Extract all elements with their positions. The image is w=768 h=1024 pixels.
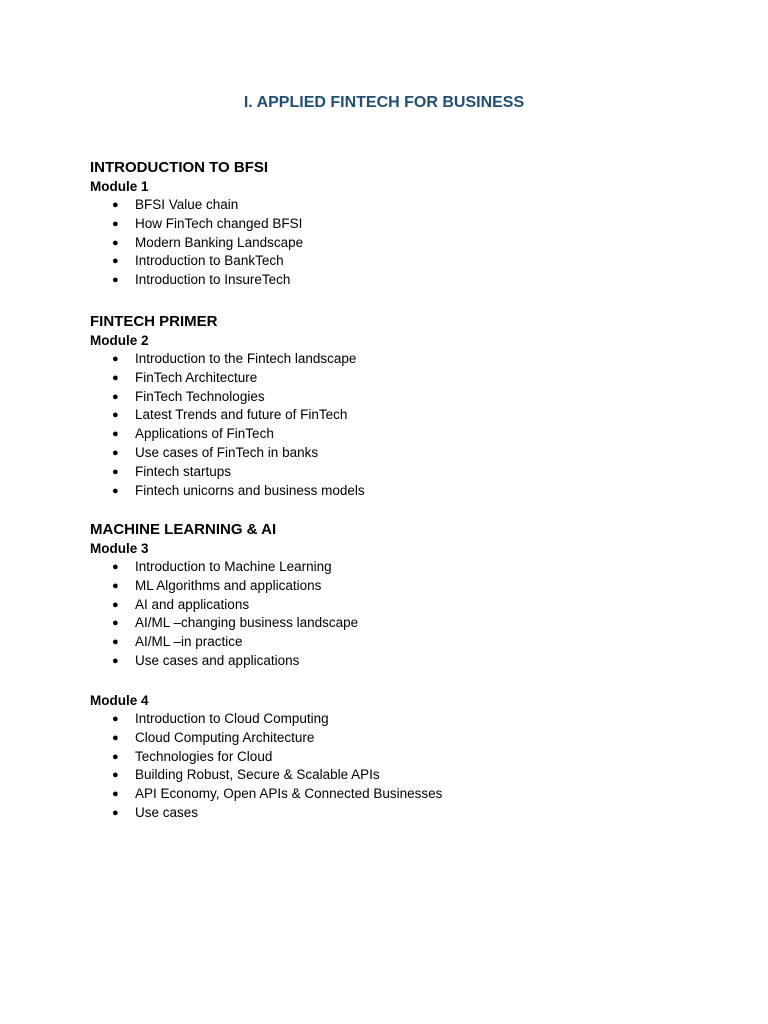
list-item-text: ML Algorithms and applications bbox=[135, 577, 322, 593]
list-item bbox=[90, 482, 690, 501]
list-item bbox=[90, 766, 690, 785]
list-item bbox=[90, 234, 690, 253]
list-item bbox=[90, 710, 690, 729]
section-heading: MACHINE LEARNING & AI bbox=[90, 521, 277, 538]
bullet-icon: ● bbox=[112, 579, 119, 592]
page-title: I. APPLIED FINTECH FOR BUSINESS bbox=[243, 94, 525, 111]
list-item-text: FinTech Technologies bbox=[135, 388, 265, 404]
list-item-text: Building Robust, Secure & Scalable APIs bbox=[135, 767, 380, 783]
bullet-icon: ● bbox=[112, 731, 119, 744]
module-label: Module 3 bbox=[90, 541, 149, 556]
module-label: Module 1 bbox=[90, 179, 149, 194]
list-item bbox=[90, 614, 690, 633]
section-heading: FINTECH PRIMER bbox=[90, 313, 218, 330]
list-item-text: Fintech startups bbox=[135, 463, 232, 479]
section-fintech-primer bbox=[90, 312, 690, 500]
list-item-text: API Economy, Open APIs & Connected Businesses bbox=[135, 786, 443, 802]
bullet-icon: ● bbox=[112, 428, 119, 441]
list-item-text: Fintech unicorns and business models bbox=[135, 482, 365, 498]
bullet-icon: ● bbox=[112, 446, 119, 459]
list-item-text: BFSI Value chain bbox=[135, 197, 239, 212]
bullet-icon: ● bbox=[112, 654, 119, 667]
bullet-icon: ● bbox=[112, 750, 119, 763]
bullet-icon: ● bbox=[112, 390, 119, 403]
bullet-icon: ● bbox=[112, 561, 119, 573]
list-item-text: How FinTech changed BFSI bbox=[135, 215, 303, 231]
bullet-icon: ● bbox=[112, 636, 119, 649]
list-item-text: Use cases of FinTech in banks bbox=[135, 444, 319, 460]
bullet-icon: ● bbox=[112, 371, 119, 384]
list-item bbox=[90, 388, 690, 407]
bullet-icon: ● bbox=[112, 769, 119, 782]
section-module-4 bbox=[90, 692, 690, 823]
bullet-icon: ● bbox=[112, 713, 119, 725]
list-item bbox=[90, 196, 690, 215]
list-item-text: Introduction to InsureTech bbox=[135, 272, 291, 288]
topic-list bbox=[90, 196, 690, 290]
bullet-icon: ● bbox=[112, 255, 119, 268]
list-item-text: Latest Trends and future of FinTech bbox=[135, 407, 348, 423]
bullet-icon: ● bbox=[112, 617, 119, 630]
list-item-text: Applications of FinTech bbox=[135, 426, 274, 442]
list-item bbox=[90, 425, 690, 444]
list-item bbox=[90, 804, 690, 823]
list-item bbox=[90, 577, 690, 596]
section-intro-bfsi bbox=[90, 158, 690, 290]
bullet-icon: ● bbox=[112, 217, 119, 230]
bullet-icon: ● bbox=[112, 788, 119, 801]
list-item bbox=[90, 369, 690, 388]
list-item-text: Technologies for Cloud bbox=[135, 748, 273, 764]
topic-list bbox=[90, 710, 690, 823]
list-item bbox=[90, 463, 690, 482]
list-item-text: Introduction to Machine Learning bbox=[135, 559, 332, 574]
list-item-text: AI/ML –changing business landscape bbox=[135, 615, 359, 631]
list-item bbox=[90, 215, 690, 234]
list-item bbox=[90, 785, 690, 804]
bullet-icon: ● bbox=[112, 353, 119, 365]
list-item-text: Introduction to Cloud Computing bbox=[135, 711, 329, 726]
list-item bbox=[90, 406, 690, 425]
topic-list bbox=[90, 350, 690, 500]
list-item-text: FinTech Architecture bbox=[135, 369, 258, 385]
bullet-icon: ● bbox=[112, 598, 119, 611]
bullet-icon: ● bbox=[112, 199, 119, 211]
module-label: Module 4 bbox=[90, 693, 149, 708]
list-item bbox=[90, 252, 690, 271]
list-item bbox=[90, 558, 690, 577]
list-item bbox=[90, 729, 690, 748]
list-item-text: Use cases bbox=[135, 804, 199, 820]
list-item bbox=[90, 652, 690, 671]
list-item bbox=[90, 633, 690, 652]
list-item-text: Modern Banking Landscape bbox=[135, 234, 304, 250]
list-item bbox=[90, 350, 690, 369]
list-item-text: AI/ML –in practice bbox=[135, 634, 243, 650]
bullet-icon: ● bbox=[112, 465, 119, 478]
bullet-icon: ● bbox=[112, 409, 119, 422]
section-machine-learning-ai bbox=[90, 520, 690, 671]
module-label: Module 2 bbox=[90, 333, 149, 348]
list-item bbox=[90, 444, 690, 463]
topic-list bbox=[90, 558, 690, 671]
list-item-text: Cloud Computing Architecture bbox=[135, 729, 315, 745]
list-item-text: Introduction to BankTech bbox=[135, 253, 284, 269]
bullet-icon: ● bbox=[112, 806, 119, 819]
list-item-text: Introduction to the Fintech landscape bbox=[135, 351, 357, 366]
section-heading: INTRODUCTION TO BFSI bbox=[90, 159, 269, 176]
list-item-text: AI and applications bbox=[135, 596, 250, 612]
bullet-icon: ● bbox=[112, 274, 119, 287]
bullet-icon: ● bbox=[112, 484, 119, 497]
list-item-text: Use cases and applications bbox=[135, 652, 300, 668]
list-item bbox=[90, 271, 690, 290]
list-item bbox=[90, 596, 690, 615]
bullet-icon: ● bbox=[112, 236, 119, 249]
list-item bbox=[90, 748, 690, 767]
